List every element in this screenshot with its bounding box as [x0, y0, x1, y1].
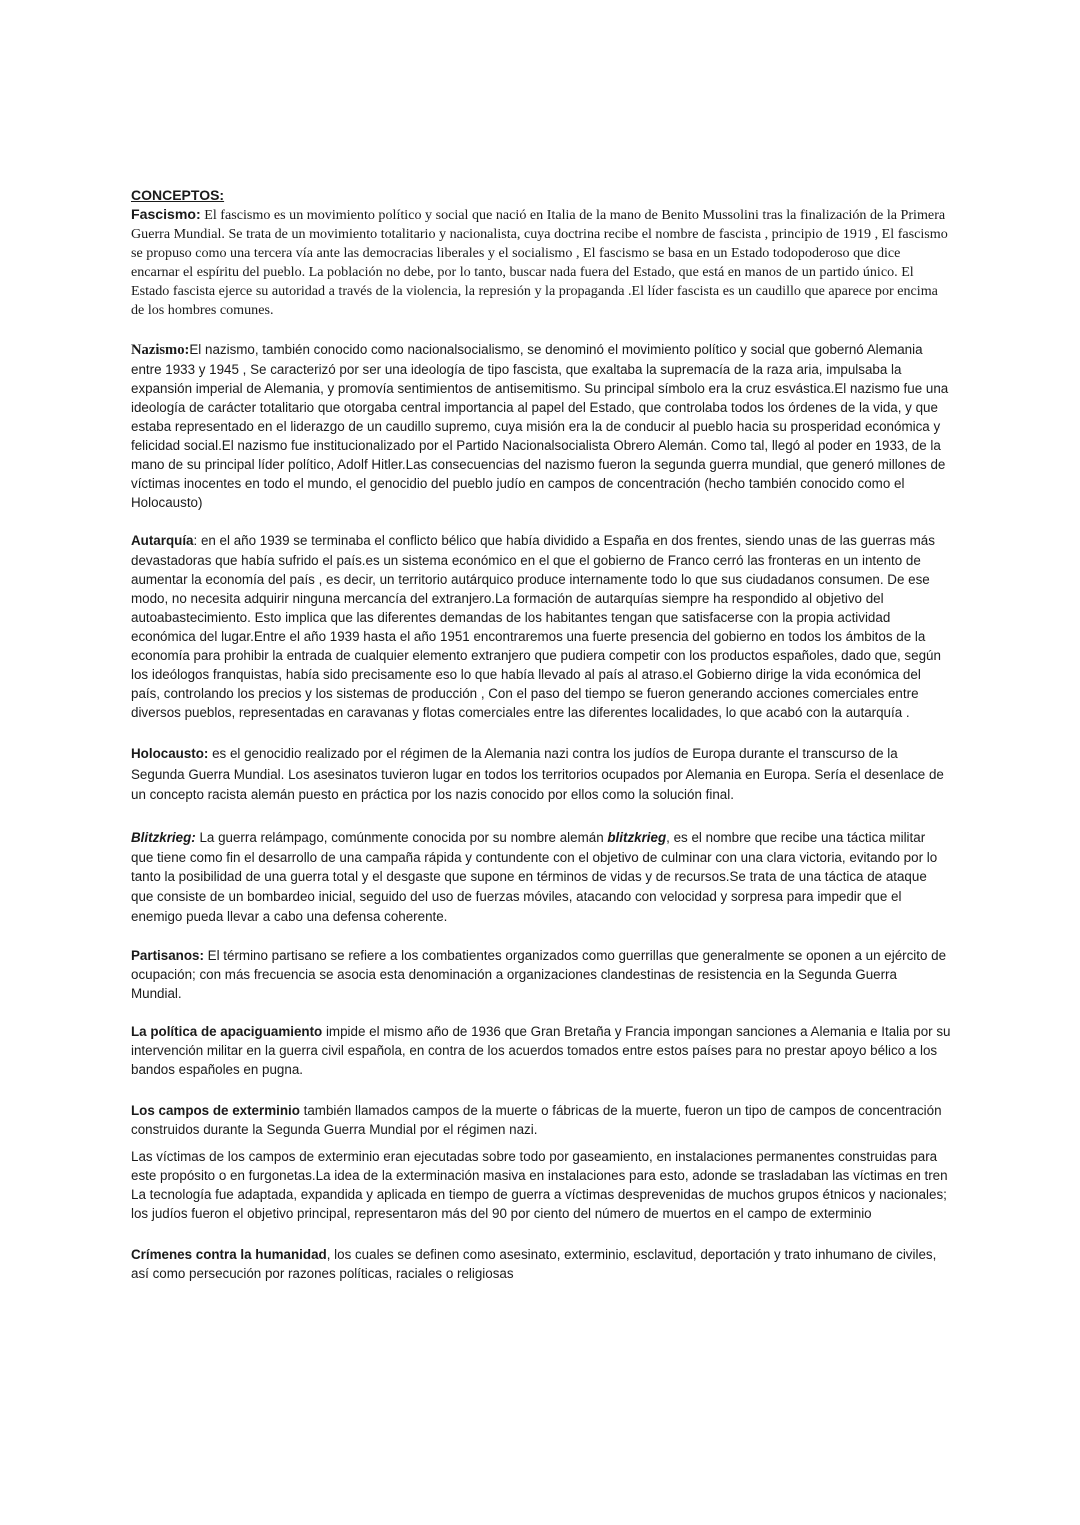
section-heading: CONCEPTOS:: [131, 187, 225, 203]
term-blitzkrieg: Blitzkrieg:: [131, 829, 196, 845]
text-holocausto: es el genocidio realizado por el régimen de la Alemania nazi contra los judíos de Europa durante el transcurso de la Segunda Guerra Mundial. Los asesinatos tuvieron lugar en todos los territorios ocupados por Alemania en Europa. Sería el desenlace de un concepto racista alemán puesto en práctica por los nazis conocido por ellos como la solución final.: [131, 746, 944, 803]
paragraph-blitzkrieg: [131, 828, 951, 927]
paragraph-partisanos: [131, 946, 951, 1003]
document-page: [131, 186, 951, 1283]
term-autarquia: Autarquía: [131, 533, 194, 549]
emphasis-blitzkrieg: blitzkrieg: [607, 829, 667, 845]
paragraph-autarquia: [131, 531, 951, 722]
text-blitzkrieg-a: La guerra relámpago, comúnmente conocida por su nombre alemán: [195, 829, 608, 845]
term-nazismo: Nazismo:: [131, 341, 190, 358]
term-holocausto: Holocausto:: [131, 746, 209, 762]
paragraph-nazismo: [131, 340, 951, 513]
text-apaciguamiento: impide el mismo año de 1936 que Gran Bretaña y Francia impongan sanciones a Alemania e Italia por su intervención militar en la guerra civil española, en contra de los acuerdos tomados entre estos países para no prestar apoyo bélico a los bandos españoles en pugna.: [131, 1024, 951, 1078]
paragraph-apaciguamiento: [131, 1022, 951, 1079]
text-blitzkrieg-b: , es el nombre que recibe una táctica militar que tiene como fin el desarrollo de una campaña rápida y contundente con el objetivo de culminar con una clara victoria, evitando por lo tanto la posibilidad de una guerra total y el desgaste que supone en términos de vidas y de recursos.Se trata de una táctica de ataque que consiste de un bombardeo inicial, seguido del uso de fuerzas móviles, atacando con velocidad y sorpresa para impedir que el enemigo pueda llevar a cabo una defensa coherente.: [131, 829, 938, 925]
paragraph-holocausto: [131, 744, 951, 806]
paragraph-exterminio-2: Las víctimas de los campos de exterminio eran ejecutadas sobre todo por gaseamiento, en instalaciones permanentes construidas para este propósito o en furgonetas.La idea de la exterminación masiva en instalaciones para esto, adonde se trasladaban las víctimas en tren La tecnología fue adaptada, expandida y aplicada en tiempo de guerra a víctimas desprevenidas de muchos grupos étnicos y nacionales; los judíos fueron el objetivo principal, representaron más del 90 por ciento del número de muertos en el campo de exterminio: [131, 1148, 948, 1221]
term-exterminio: Los campos de exterminio: [131, 1103, 300, 1119]
text-crimenes: , los cuales se definen como asesinato, exterminio, esclavitud, deportación y trato inhumano de civiles, así como persecución por razones políticas, raciales o religiosas: [131, 1246, 937, 1282]
paragraph-exterminio: [131, 1101, 951, 1139]
text-partisanos: El término partisano se refiere a los combatientes organizados como guerrillas que generalmente se oponen a un ejército de ocupación; con más frecuencia se asocia esta denominación a organizaciones clandestinas de resistencia en la Segunda Guerra Mundial.: [131, 947, 947, 1002]
text-fascismo: El fascismo es un movimiento político y social que nació en Italia de la mano de Benito Mussolini tras la finalización de la Primera Guerra Mundial. Se trata de un movimiento totalitario y nacionalista, cuya doctrina recibe el nombre de fascista , principio de 1919 , El fascismo se propuso como una tercera vía ante las democracias liberales y el socialismo , El fascismo se basa en un Estado todopoderoso que dice encarnar el espíritu del pueblo. La población no debe, por lo tanto, buscar nada fuera del Estado, que está en manos de un partido único. El Estado fascista ejerce su autoridad a través de la violencia, la represión y la propaganda .El líder fascista es un caudillo que aparece por encima de los hombres comunes.: [131, 207, 948, 319]
text-exterminio: también llamados campos de la muerte o fábricas de la muerte, fueron un tipo de campos de concentración construidos durante la Segunda Guerra Mundial por el régimen nazi.: [131, 1103, 942, 1138]
text-autarquia: : en el año 1939 se terminaba el conflicto bélico que había dividido a España en dos frentes, siendo unas de las guerras más devastadoras que había sufrido el país.es un sistema económico en el que el gobierno de Franco cerró las fronteras en un intento de aumentar la economía del país , es decir, un territorio autárquico produce internamente todo lo que sus ciudadanos consumen. De ese modo, no necesita adquirir ninguna mercancía del extranjero.La formación de autarquías siempre ha respondido al objetivo del autoabastecimiento. Esto implica que las diferentes demandas de los habitantes tengan que satisfacerse con la propia actividad económica del lugar.Entre el año 1939 hasta el año 1951 encontraremos una fuerte presencia del gobierno en todos los ámbitos de la economía para prohibir la entrada de cualquier elemento extranjero que pudiera competir con los productos españoles, dado que, según los ideólogos franquistas, había sido precisamente eso lo que había llevado al país al atraso.el Gobierno dirige la vida económica del país, controlando los precios y los sistemas de producción , Con el paso del tiempo se fueron generando acciones comerciales entre diversos pueblos, representadas en caravanas y flotas comerciales entre las diferentes localidades, lo que acabó con la autarquía .: [131, 533, 941, 721]
paragraph-crimenes: [131, 1245, 951, 1283]
term-crimenes: Crímenes contra la humanidad: [131, 1246, 327, 1262]
term-fascismo: Fascismo:: [131, 206, 201, 222]
term-partisanos: Partisanos:: [131, 947, 204, 963]
paragraph-fascismo: [131, 205, 951, 321]
text-nazismo: El nazismo, también conocido como nacionalsocialismo, se denominó el movimiento político y social que gobernó Alemania entre 1933 y 1945 , Se caracterizó por ser una ideología de tipo fascista, que exaltaba la supremacía de la raza aria, impulsaba la expansión imperial de Alemania, y promovía sentimientos de antisemitismo. Su principal símbolo era la cruz esvástica.El nazismo fue una ideología de carácter totalitario que otorgaba central importancia al papel del Estado, que controlaba todos los órdenes de la vida, y que estaba representado en el liderazgo de un caudillo supremo, cuya misión era la de conducir al pueblo hacia su prosperidad económica y felicidad social.El nazismo fue institucionalizado por el Partido Nacionalsocialista Obrero Alemán. Como tal, llegó al poder en 1933, de la mano de su principal líder político, Adolf Hitler.Las consecuencias del nazismo fueron la segunda guerra mundial, que generó millones de víctimas inocentes en todo el mundo, el genocidio del pueblo judío en campos de concentración (hecho también conocido como el Holocausto): [131, 341, 949, 511]
term-apaciguamiento: La política de apaciguamiento: [131, 1024, 323, 1040]
